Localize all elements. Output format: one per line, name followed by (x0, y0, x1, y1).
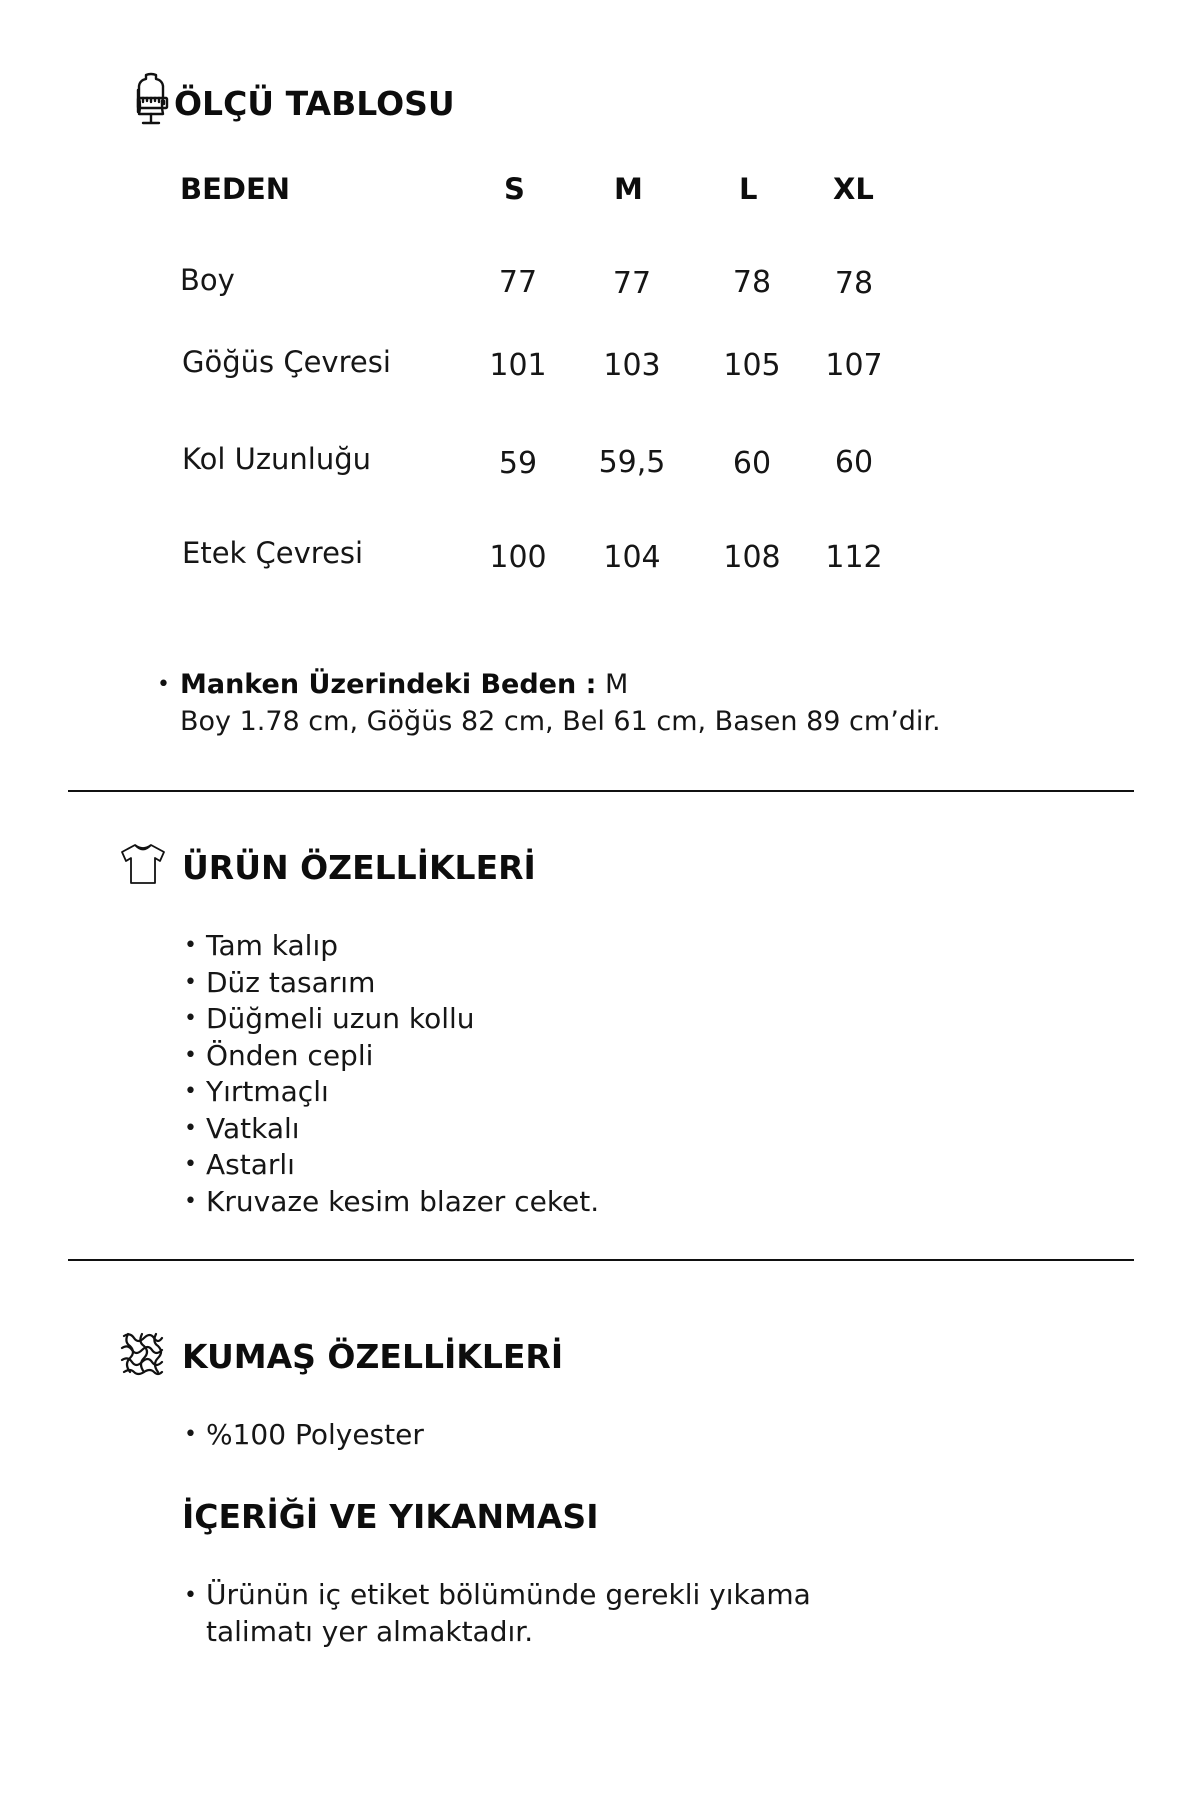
list-item: • Tam kalıp (184, 928, 599, 965)
list-item: • Önden cepli (184, 1038, 599, 1075)
table-header-beden: BEDEN (180, 172, 291, 206)
divider (68, 1259, 1134, 1261)
list-item: • Yırtmaçlı (184, 1074, 599, 1111)
list-item: • Astarlı (184, 1147, 599, 1184)
cell-xl: 78 (834, 266, 874, 301)
fabric-features-list (184, 1417, 424, 1454)
list-item: • Kruvaze kesim blazer ceket. (184, 1184, 599, 1221)
cell-s: 100 (489, 540, 547, 575)
product-features-title: ÜRÜN ÖZELLİKLERİ (182, 848, 536, 887)
row-label: Kol Uzunluğu (182, 442, 372, 476)
bullet-icon: • (184, 1583, 197, 1608)
cell-m: 59,5 (598, 445, 666, 480)
cell-m: 77 (612, 266, 652, 301)
size-chart-title: ÖLÇÜ TABLOSU (174, 84, 455, 123)
fabric-features-title: KUMAŞ ÖZELLİKLERİ (182, 1337, 564, 1376)
model-measurements: Boy 1.78 cm, Göğüs 82 cm, Bel 61 cm, Basen 89 cm’dir. (180, 706, 941, 737)
cell-l: 78 (732, 265, 772, 300)
divider (68, 790, 1134, 792)
list-item: • Vatkalı (184, 1111, 599, 1148)
cell-m: 104 (603, 540, 661, 575)
care-line-1: Ürünün iç etiket bölümünde gerekli yıkama (206, 1578, 811, 1611)
cell-s: 77 (498, 265, 538, 300)
care-title: İÇERİĞİ VE YIKANMASI (182, 1497, 599, 1536)
list-item: • %100 Polyester (184, 1417, 424, 1454)
list-item: • Düz tasarım (184, 965, 599, 1002)
cell-l: 108 (723, 540, 781, 575)
table-header-m: M (614, 172, 643, 206)
cell-m: 103 (603, 348, 661, 383)
fabric-weave-icon (120, 1330, 164, 1376)
tshirt-icon (120, 842, 166, 886)
product-features-list (184, 928, 599, 1220)
row-label: Etek Çevresi (182, 536, 364, 570)
list-item: • Düğmeli uzun kollu (184, 1001, 599, 1038)
table-header-xl: XL (833, 172, 874, 206)
mannequin-measure-icon (132, 72, 170, 128)
row-label: Boy (180, 263, 235, 297)
cell-xl: 112 (825, 540, 883, 575)
model-size-label: Manken Üzerindeki Beden : (180, 669, 597, 700)
care-line-2: talimatı yer almaktadır. (206, 1615, 534, 1648)
cell-l: 105 (723, 348, 781, 383)
cell-s: 101 (489, 348, 547, 383)
cell-xl: 60 (834, 445, 874, 480)
cell-s: 59 (498, 446, 538, 481)
cell-l: 60 (732, 446, 772, 481)
table-header-s: S (504, 172, 525, 206)
model-size-value: M (605, 669, 629, 700)
row-label: Göğüs Çevresi (182, 345, 391, 379)
bullet-icon: • (157, 672, 170, 697)
cell-xl: 107 (825, 348, 883, 383)
table-header-l: L (739, 172, 758, 206)
